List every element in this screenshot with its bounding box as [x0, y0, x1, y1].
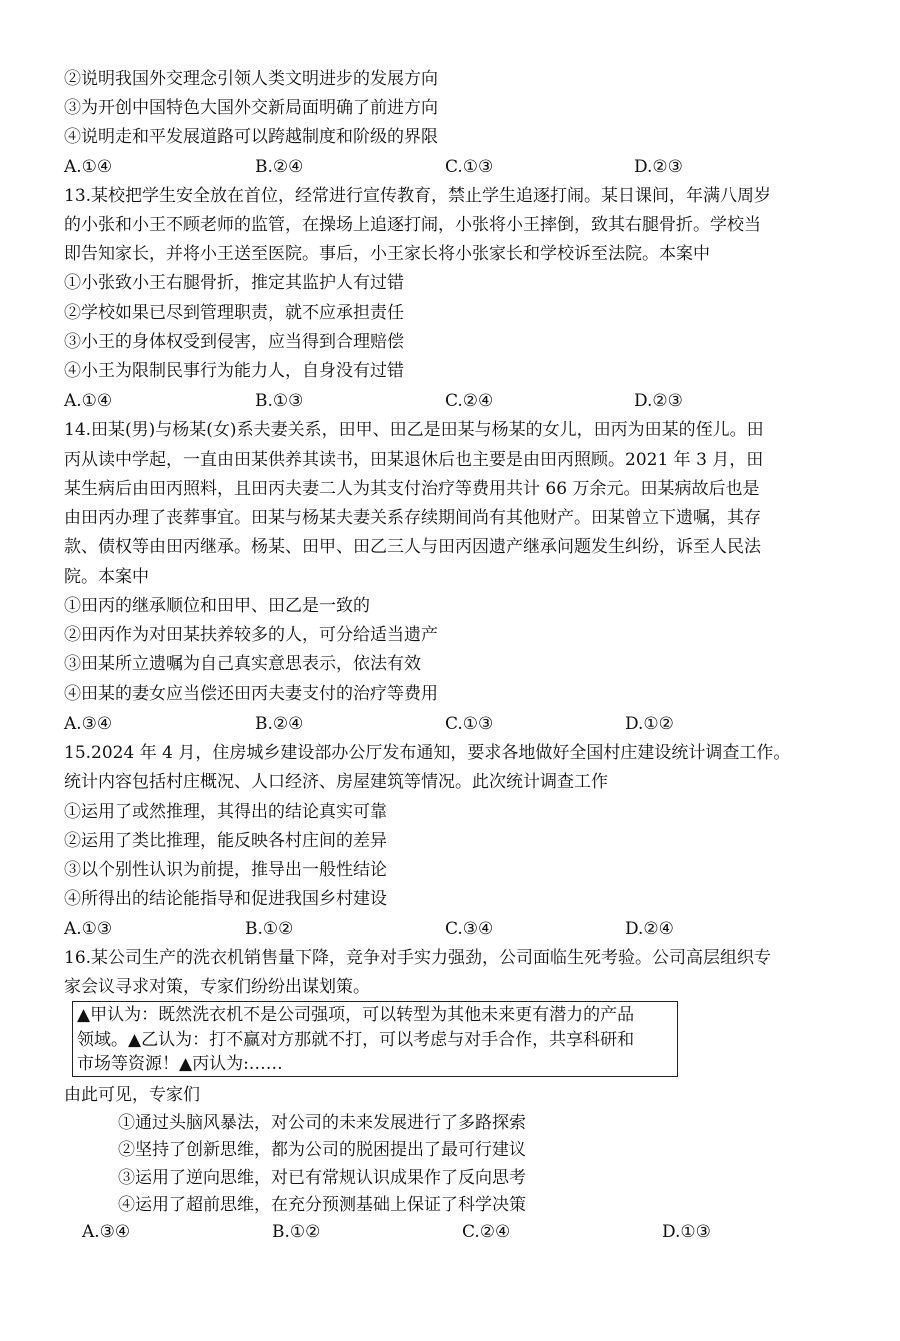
q15-option-b: B.①② — [245, 919, 294, 939]
q16-option-b: B.①② — [272, 1222, 321, 1242]
q13-item-3: ③小王的身体权受到侵害，应当得到合理赔偿 — [64, 332, 404, 352]
q13-option-b: B.①③ — [255, 391, 304, 411]
q13-item-1: ①小张致小王右腿骨折，推定其监护人有过错 — [64, 273, 404, 293]
q13-option-c: C.②④ — [445, 391, 494, 411]
q14-option-d: D.①② — [625, 714, 674, 734]
q16-item-2: ②坚持了创新思维，都为公司的脱困提出了最可行建议 — [118, 1140, 526, 1160]
expert-box-line-1: ▲甲认为：既然洗衣机不是公司强项，可以转型为其他未来更有潜力的产品 — [77, 1005, 635, 1025]
q14-item-2: ②田丙作为对田某扶养较多的人，可分给适当遗产 — [64, 625, 438, 645]
q16-stem-line-1: 16.某公司生产的洗衣机销售量下降，竞争对手实力强劲，公司面临生死考验。公司高层组织专 — [64, 948, 772, 968]
q14-option-b: B.②④ — [255, 714, 304, 734]
q16-lead: 由此可见，专家们 — [64, 1085, 200, 1105]
q15-item-2: ②运用了类比推理，能反映各村庄间的差异 — [64, 831, 387, 851]
q16-item-4: ④运用了超前思维，在充分预测基础上保证了科学决策 — [118, 1195, 526, 1215]
q16-option-d: D.①③ — [662, 1222, 711, 1242]
q13-stem-line-3: 即告知家长，并将小王送至医院。事后，小王家长将小张家长和学校诉至法院。本案中 — [64, 244, 710, 264]
q12-item-3: ③为开创中国特色大国外交新局面明确了前进方向 — [64, 98, 438, 118]
q15-stem-line-2: 统计内容包括村庄概况、人口经济、房屋建筑等情况。此次统计调查工作 — [64, 772, 608, 792]
q12-option-b: B.②④ — [255, 157, 304, 177]
q15-option-d: D.②④ — [625, 919, 674, 939]
q14-stem-line-2: 丙从读中学起，一直由田某供养其读书，田某退休后也主要是由田丙照顾。2021 年 3 月，田 — [64, 450, 764, 470]
q16-stem-line-2: 家会议寻求对策，专家们纷纷出谋划策。 — [64, 977, 370, 997]
q14-stem-line-1: 14.田某(男)与杨某(女)系夫妻关系，田甲、田乙是田某与杨某的女儿，田丙为田某的侄儿。田 — [64, 420, 764, 440]
expert-opinion-box — [72, 1001, 678, 1077]
q16-item-3: ③运用了逆向思维，对已有常规认识成果作了反向思考 — [118, 1168, 526, 1188]
q14-item-4: ④田某的妻女应当偿还田丙夫妻支付的治疗等费用 — [64, 684, 438, 704]
q13-option-d: D.②③ — [634, 391, 683, 411]
q15-stem-line-1: 15.2024 年 4 月，住房城乡建设部办公厅发布通知，要求各地做好全国村庄建设统计调查工作。 — [64, 743, 791, 763]
q15-item-3: ③以个别性认识为前提，推导出一般性结论 — [64, 860, 387, 880]
q14-item-1: ①田丙的继承顺位和田甲、田乙是一致的 — [64, 596, 370, 616]
q12-option-d: D.②③ — [634, 157, 683, 177]
q16-option-a: A.③④ — [82, 1222, 131, 1242]
q14-stem-line-6: 院。本案中 — [64, 567, 149, 587]
q13-option-a: A.①④ — [64, 391, 113, 411]
q16-item-1: ①通过头脑风暴法，对公司的未来发展进行了多路探索 — [118, 1113, 526, 1133]
q12-item-4: ④说明走和平发展道路可以跨越制度和阶级的界限 — [64, 127, 438, 147]
q13-item-2: ②学校如果已尽到管理职责，就不应承担责任 — [64, 303, 404, 323]
q14-stem-line-5: 款、债权等由田丙继承。杨某、田甲、田乙三人与田丙因遗产继承问题发生纠纷，诉至人民法 — [64, 537, 761, 557]
q12-item-2: ②说明我国外交理念引领人类文明进步的发展方向 — [64, 69, 438, 89]
q14-option-c: C.①③ — [445, 714, 494, 734]
q13-stem-line-2: 的小张和小王不顾老师的监管，在操场上追逐打闹，小张将小王摔倒，致其右腿骨折。学校当 — [64, 215, 761, 235]
q12-option-c: C.①③ — [445, 157, 494, 177]
q13-stem-line-1: 13.某校把学生安全放在首位，经常进行宣传教育，禁止学生追逐打闹。某日课间，年满八周岁 — [64, 186, 772, 206]
q15-option-c: C.③④ — [445, 919, 494, 939]
q16-option-c: C.②④ — [462, 1222, 511, 1242]
q15-item-1: ①运用了或然推理，其得出的结论真实可靠 — [64, 802, 387, 822]
expert-box-line-3: 市场等资源！▲丙认为:…… — [77, 1054, 283, 1074]
q13-item-4: ④小王为限制民事行为能力人，自身没有过错 — [64, 361, 404, 381]
q15-item-4: ④所得出的结论能指导和促进我国乡村建设 — [64, 889, 387, 909]
q14-stem-line-3: 某生病后由田丙照料，且田丙夫妻二人为其支付治疗等费用共计 66 万余元。田某病故后也是 — [64, 479, 760, 499]
q14-item-3: ③田某所立遗嘱为自己真实意思表示，依法有效 — [64, 654, 421, 674]
q14-stem-line-4: 由田丙办理了丧葬事宜。田某与杨某夫妻关系存续期间尚有其他财产。田某曾立下遗嘱，其存 — [64, 508, 761, 528]
q15-option-a: A.①③ — [64, 919, 113, 939]
q12-option-a: A.①④ — [64, 157, 113, 177]
expert-box-line-2: 领域。▲乙认为：打不赢对方那就不打，可以考虑与对手合作，共享科研和 — [77, 1030, 635, 1050]
q14-option-a: A.③④ — [64, 714, 113, 734]
